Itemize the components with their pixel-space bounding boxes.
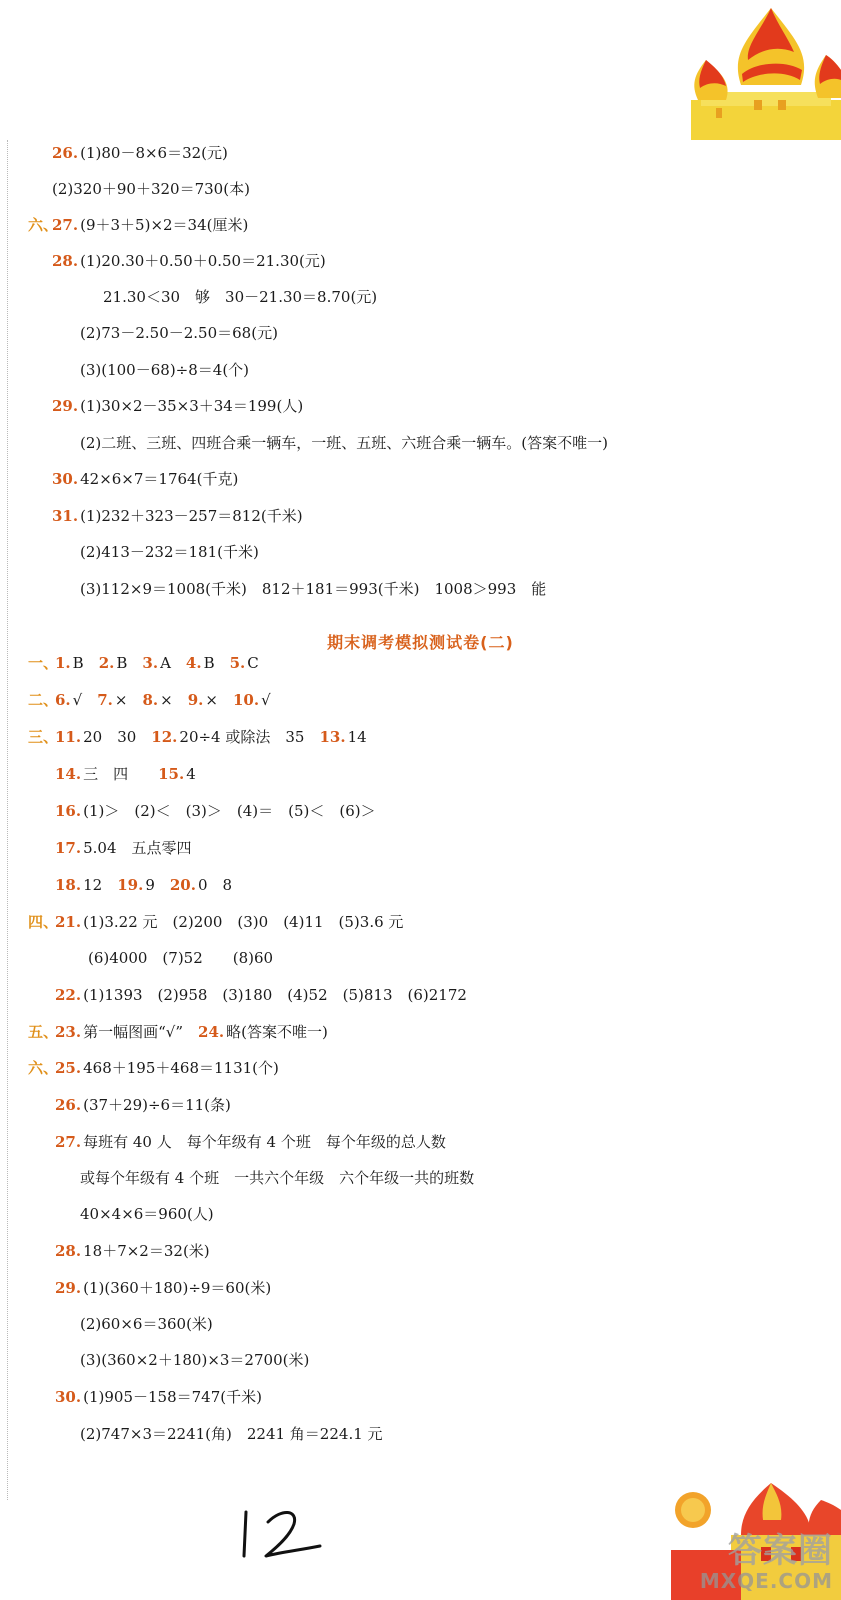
answer-text: (2)320＋90＋320＝730(本) — [52, 180, 250, 198]
answer-text: (1)80－8×6＝32(元) — [80, 144, 228, 162]
question-number: 31. — [52, 507, 79, 525]
answer-text: (1)232＋323－257＝812(千米) — [80, 507, 303, 525]
answer-text: 每班有 40 人 每个年级有 4 个班 每个年级的总人数 — [83, 1133, 446, 1151]
question-number: 28. — [52, 252, 79, 270]
answer-text: B — [116, 654, 143, 672]
answer-text: 或每个年级有 4 个班 一共六个年级 六个年级一共的班数 — [80, 1169, 475, 1187]
question-number: 22. — [55, 986, 82, 1004]
answer-text: (3)(100－68)÷8＝4(个) — [80, 361, 250, 379]
question-number: 25. — [55, 1059, 82, 1077]
question-number: 9. — [187, 691, 204, 709]
section-marker: 三、 — [28, 728, 59, 746]
section-marker: 二、 — [28, 691, 59, 709]
question-number: 27. — [52, 216, 79, 234]
answer-text: 21.30＜30 够 30－21.30＝8.70(元) — [103, 288, 378, 306]
answer-text: (2)60×6＝360(米) — [80, 1315, 213, 1333]
site-watermark — [700, 1532, 833, 1592]
answer-text: (1)1393 (2)958 (3)180 (4)52 (5)813 (6)2172 — [83, 986, 467, 1004]
answer-text: 9 — [145, 876, 170, 894]
answer-text: C — [247, 654, 259, 672]
question-number: 23. — [55, 1023, 82, 1041]
answer-text: (1)20.30＋0.50＋0.50＝21.30(元) — [80, 252, 326, 270]
question-number: 17. — [55, 839, 82, 857]
section-marker: 六、 — [28, 216, 59, 234]
answer-text: 20÷4 或除法 35 — [179, 728, 320, 746]
answer-text: (37＋29)÷6＝11(条) — [83, 1096, 231, 1114]
question-number: 13. — [319, 728, 346, 746]
section-marker: 六、 — [28, 1059, 59, 1077]
section-marker: 五、 — [28, 1023, 59, 1041]
answer-text: 42×6×7＝1764(千克) — [80, 470, 239, 488]
question-number: 30. — [52, 470, 79, 488]
answer-text: × — [205, 691, 233, 709]
watermark-url: MXQE.COM — [699, 1569, 833, 1593]
answer-text: (3)(360×2＋180)×3＝2700(米) — [80, 1351, 310, 1369]
handwritten-page-number — [232, 1500, 327, 1565]
test-section-heading: 期末调考模拟测试卷(二) — [327, 633, 514, 652]
answer-text: 4 — [186, 765, 196, 783]
question-number: 21. — [55, 913, 82, 931]
question-number: 4. — [185, 654, 202, 672]
question-number: 5. — [229, 654, 246, 672]
answer-text: (2)747×3＝2241(角) 2241 角＝224.1 元 — [80, 1425, 383, 1443]
question-number: 1. — [55, 654, 71, 672]
question-number: 20. — [169, 876, 196, 894]
answer-text: 略(答案不唯一) — [226, 1023, 328, 1041]
answer-text: (2)二班、三班、四班合乘一辆车，一班、五班、六班合乘一辆车。(答案不唯一) — [80, 434, 608, 452]
question-number: 28. — [55, 1242, 82, 1260]
answer-text: 20 30 — [83, 728, 152, 746]
answer-text: (1)(360＋180)÷9＝60(米) — [83, 1279, 272, 1297]
section-marker: 四、 — [28, 913, 59, 931]
onion-dome-decoration — [676, 0, 841, 140]
answer-text: × — [114, 691, 143, 709]
answer-text: 40×4×6＝960(人) — [80, 1205, 214, 1223]
question-number: 12. — [151, 728, 178, 746]
question-number: 14. — [55, 765, 82, 783]
question-number: 16. — [55, 802, 82, 820]
answer-text: (9＋3＋5)×2＝34(厘米) — [80, 216, 249, 234]
answer-text: 468＋195＋468＝1131(个) — [83, 1059, 279, 1077]
question-number: 15. — [158, 765, 185, 783]
answer-text: B — [72, 654, 99, 672]
answer-text: (1)3.22 元 (2)200 (3)0 (4)11 (5)3.6 元 — [83, 913, 404, 931]
answer-text: (2)413－232＝181(千米) — [80, 543, 259, 561]
answer-text: (2)73－2.50－2.50＝68(元) — [80, 324, 278, 342]
question-number: 29. — [55, 1279, 82, 1297]
question-number: 29. — [52, 397, 79, 415]
answer-text: (1)30×2－35×3＋34＝199(人) — [80, 397, 304, 415]
answer-text: B — [203, 654, 230, 672]
answer-text: 三 四 — [83, 765, 159, 783]
question-number: 3. — [142, 654, 159, 672]
question-number: 30. — [55, 1388, 82, 1406]
answer-text: 0 8 — [197, 876, 233, 894]
answer-text: (3)112×9＝1008(千米) 812＋181＝993(千米) 1008＞993 能 — [80, 580, 547, 598]
question-number: 2. — [98, 654, 115, 672]
watermark-logo-text: 答案圈 — [728, 1531, 833, 1571]
answer-text: × — [160, 691, 188, 709]
question-number: 27. — [55, 1133, 82, 1151]
question-number: 8. — [142, 691, 159, 709]
question-number: 11. — [55, 728, 82, 746]
question-number: 19. — [117, 876, 144, 894]
question-number: 7. — [97, 691, 113, 709]
answer-text: A — [160, 654, 186, 672]
answer-text: (1)905－158＝747(千米) — [83, 1388, 262, 1406]
answer-text: 12 — [83, 876, 118, 894]
question-number: 24. — [198, 1023, 225, 1041]
answer-text: 5.04 五点零四 — [83, 839, 192, 857]
answer-text: 18＋7×2＝32(米) — [83, 1242, 210, 1260]
answer-text: (6)4000 (7)52 (8)60 — [88, 949, 274, 967]
margin-dotted-line — [7, 140, 8, 1500]
section-marker: 一、 — [28, 654, 59, 672]
question-number: 26. — [55, 1096, 82, 1114]
answer-text: 第一幅图画“√” — [83, 1023, 199, 1041]
answer-text: 14 — [347, 728, 367, 746]
question-number: 26. — [52, 144, 79, 162]
answer-text: √ — [261, 691, 271, 709]
question-number: 6. — [55, 691, 71, 709]
question-number: 18. — [55, 876, 82, 894]
answer-text: (1)＞ (2)＜ (3)＞ (4)＝ (5)＜ (6)＞ — [83, 802, 376, 820]
answer-text: √ — [72, 691, 98, 709]
question-number: 10. — [232, 691, 260, 709]
